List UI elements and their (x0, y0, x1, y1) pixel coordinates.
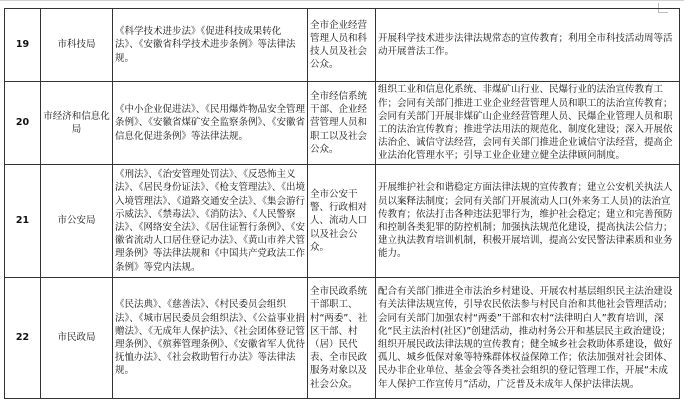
page-top-border (0, 0, 684, 1)
laws-cell: 《刑法》、《治安管理处罚法》、《反恐怖主义法》、《居民身份证法》、《枪支管理法》、《出境入境管理法》、《道路交通安全法》、《集会游行示威法》、《禁毒法》、《消防法》、《人民警察法》、《网络安全法》、《居住证暂行条例》、《安徽省流动人口居住登记办法》、《黄山市养犬管理条例》等法律法规和《中国共产党政法工作条例》等党内法规。 (113, 165, 308, 278)
department-cell: 市民政局 (41, 278, 113, 399)
targets-cell: 全市民政系统干部职工、村“两委”、社区干部、村（居）民代表、全市民政服务对象以及社会公众。 (308, 278, 376, 399)
tasks-cell: 配合有关部门推进全市法治乡村建设、开展农村基层组织民主法治建设有关法律法规宣传，引导农民依法参与村民自治和其他社会管理活动；会同有关部门加强农村“两委”干部和农村“法律明白人”教育培训，深化“民主法治村(社区)”创建活动，推动村务公开和基层民主政治建设；组织开展民政法律法规的宣传教育；健全城乡社会救助体系建设，做好孤儿、城乡低保对象等特殊群体权益保障工作；依法加强对社会团体、民办非企业单位、基金会等各类社会组织的登记管理工作，开展“未成年人保护工作宣传月”活动，广泛普及未成年人保护法律法规。 (376, 278, 680, 399)
table-row (5, 9, 680, 82)
department-cell: 市公安局 (41, 165, 113, 278)
tasks-cell: 开展维护社会和谐稳定方面法律法规的宣传教育；建立公安机关执法人员以案释法制度；会同有关部门开展流动人口(外来务工人员)的法治宣传教育；依法打击各种违法犯罪行为，维护社会稳定；建立和完善预防和控制各类犯罪的防控机制；加强执法规范化建设，提高执法公信力；建立执法教育培训机制，积极开展培训，提高公安民警法律素质和业务能力。 (376, 165, 680, 278)
laws-cell: 《民法典》、《慈善法》、《村民委员会组织法》、《城市居民委员会组织法》、《公益事业捐赠法》、《无成年人保护法》、《社会团体登记管理条例》、《殡葬管理条例》、《安徽省军人优待抚恤办法》、《社会救助暂行办法》等法律法规。 (113, 278, 308, 399)
laws-cell: 《科学技术进步法》《促进科技成果转化法》、《安徽省科学技术进步条例》等法律法规。 (113, 9, 308, 82)
table-row (5, 82, 680, 165)
targets-cell: 全市经信系统干部、企业经营管理人员和职工以及社会公众。 (308, 82, 376, 165)
department-cell: 市经济和信息化局 (41, 82, 113, 165)
laws-cell: 《中小企业促进法》、《民用爆炸物品安全管理条例》、《安徽省煤矿安全监察条例》、《安徽省信息化促进条例》等法律法规。 (113, 82, 308, 165)
tasks-cell: 开展科学技术进步法律法规常态的宣传教育；利用全市科技活动周等活动开展普法工作。 (376, 9, 680, 82)
law-publicity-table (4, 8, 680, 399)
row-number: 20 (5, 82, 41, 165)
row-number: 22 (5, 278, 41, 399)
targets-cell: 全市企业经营管理人员和科技人员及社会公众。 (308, 9, 376, 82)
targets-cell: 全市公安干警、行政相对人、流动人口以及社会公众。 (308, 165, 376, 278)
table-row (5, 278, 680, 399)
row-number: 21 (5, 165, 41, 278)
table-row (5, 165, 680, 278)
department-cell: 市科技局 (41, 9, 113, 82)
row-number: 19 (5, 9, 41, 82)
tasks-cell: 组织工业和信息化系统、非煤矿山行业、民爆行业的法治宣传教育工作；会同有关部门推进工业企业经营管理人员和职工的法治宣传教育；会同有关部门开展非煤矿山企业经营管理人员、民爆企业管理人员和职工的法治宣传教育；推进学法用法的规范化、制度化建设；深入开展依法治企、诚信守法经营，会同有关部门推进企业诚信守法经营，提高企业法治化管理水平；引导工业企业建立健全法律顾问制度。 (376, 82, 680, 165)
